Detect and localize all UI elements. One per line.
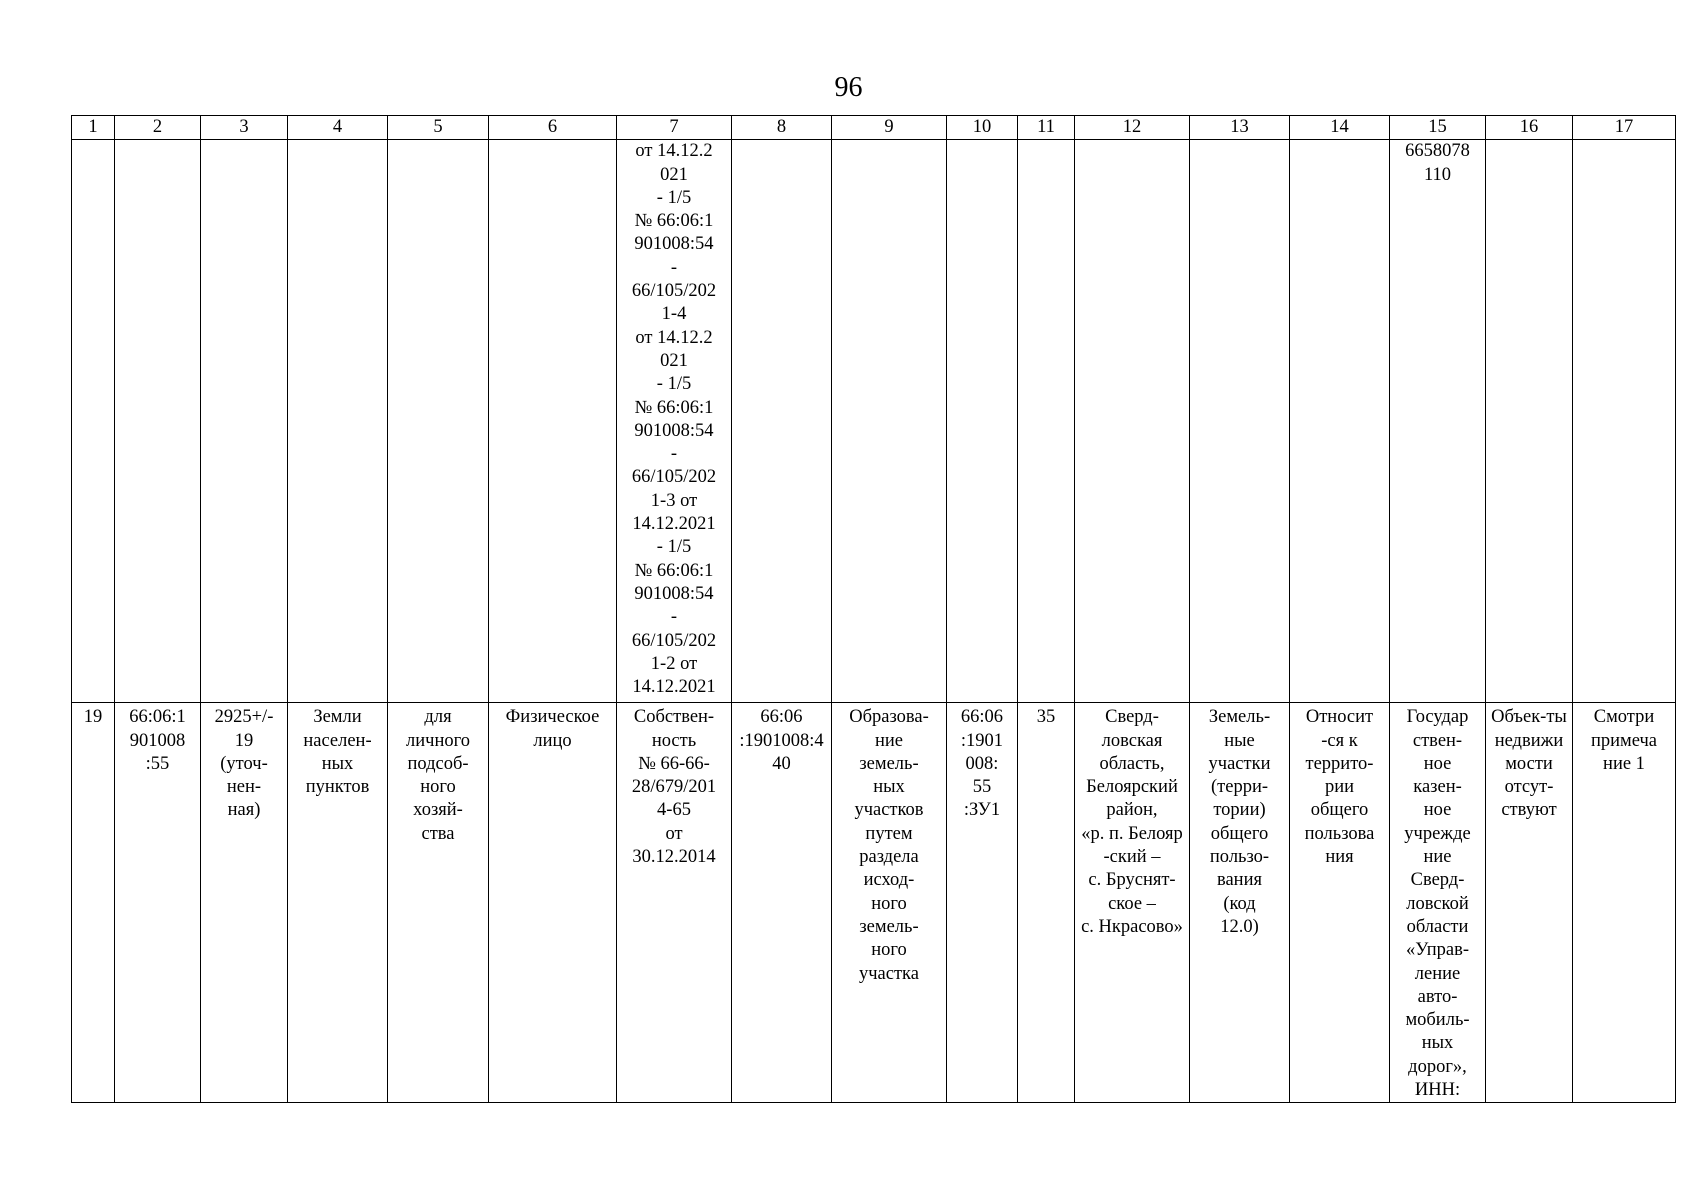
table-cell bbox=[832, 140, 947, 703]
column-number-row bbox=[72, 116, 1676, 140]
table-row bbox=[72, 703, 1676, 1103]
table-cell bbox=[732, 140, 832, 703]
land-category-cell: Земли населен- ных пунктов bbox=[288, 703, 388, 1103]
cadastral-number-cell: 66:06:1 901008 :55 bbox=[115, 703, 201, 1103]
column-number: 8 bbox=[732, 116, 832, 140]
column-number: 11 bbox=[1018, 116, 1075, 140]
row-number-cell: 19 bbox=[72, 703, 115, 1103]
column-number: 14 bbox=[1290, 116, 1390, 140]
formation-method-cell: Образова- ние земель- ных участков путем раздела исход- ного земель- ного участка bbox=[832, 703, 947, 1103]
table-cell bbox=[1075, 140, 1190, 703]
area-cell: 2925+/- 19 (уточ- нен- ная) bbox=[201, 703, 288, 1103]
table-cell bbox=[1573, 140, 1676, 703]
column-number: 2 bbox=[115, 116, 201, 140]
registration-records-cell: от 14.12.2 021 - 1/5 № 66:06:1 901008:54 - 66/105/202 1-4 от 14.12.2 021 - 1/5 № 66:06:1 901008:54 - 66/105/202 1-3 от 14.12.2021 - 1/5 № 66:06:1 901008:54 - 66/105/202 1-2 от 14.12.2021 bbox=[617, 140, 732, 703]
column-number: 17 bbox=[1573, 116, 1676, 140]
table-cell bbox=[1018, 140, 1075, 703]
column-number: 9 bbox=[832, 116, 947, 140]
table-cell bbox=[388, 140, 489, 703]
related-cadastral-cell: 66:06 :1901008:4 40 bbox=[732, 703, 832, 1103]
column-number: 3 bbox=[201, 116, 288, 140]
permitted-use-cell: для личного подсоб- ного хозяй- ства bbox=[388, 703, 489, 1103]
table-cell bbox=[489, 140, 617, 703]
column-number: 16 bbox=[1486, 116, 1573, 140]
new-area-cell: 35 bbox=[1018, 703, 1075, 1103]
table-cell bbox=[947, 140, 1018, 703]
table-cell bbox=[288, 140, 388, 703]
new-plot-id-cell: 66:06 :1901 008: 55 :ЗУ1 bbox=[947, 703, 1018, 1103]
note-cell: Смотри примеча ние 1 bbox=[1573, 703, 1676, 1103]
table-cell bbox=[1290, 140, 1390, 703]
new-right-holder-cell: Государ ствен- ное казен- ное учрежде ние Сверд- ловской области «Управ- ление авто- мобиль- ных дорог», ИНН: bbox=[1390, 703, 1486, 1103]
column-number: 6 bbox=[489, 116, 617, 140]
column-number: 7 bbox=[617, 116, 732, 140]
column-number: 4 bbox=[288, 116, 388, 140]
table-cell bbox=[72, 140, 115, 703]
table-cell bbox=[1486, 140, 1573, 703]
column-number: 5 bbox=[388, 116, 489, 140]
column-number: 15 bbox=[1390, 116, 1486, 140]
table-cell bbox=[1190, 140, 1290, 703]
table-cell bbox=[115, 140, 201, 703]
land-plots-table bbox=[71, 115, 1676, 1103]
new-permitted-use-cell: Земель- ные участки (терри- тории) общего пользо- вания (код 12.0) bbox=[1190, 703, 1290, 1103]
real-estate-objects-cell: Объек-ты недвижи мости отсут- ствуют bbox=[1486, 703, 1573, 1103]
page-number: 96 bbox=[834, 72, 863, 103]
column-number: 1 bbox=[72, 116, 115, 140]
table-row bbox=[72, 140, 1676, 703]
column-number: 13 bbox=[1190, 116, 1290, 140]
inn-continuation-cell: 6658078 110 bbox=[1390, 140, 1486, 703]
address-cell: Сверд- ловская область, Белоярский район, «р. п. Белояр -ский – с. Бруснят- ское – с. Нкрасово» bbox=[1075, 703, 1190, 1103]
column-number: 12 bbox=[1075, 116, 1190, 140]
ownership-cell: Собствен- ность № 66-66- 28/679/201 4-65 от 30.12.2014 bbox=[617, 703, 732, 1103]
table-cell bbox=[201, 140, 288, 703]
right-holder-cell: Физическое лицо bbox=[489, 703, 617, 1103]
column-number: 10 bbox=[947, 116, 1018, 140]
territory-status-cell: Относит -ся к террито- рии общего пользова ния bbox=[1290, 703, 1390, 1103]
